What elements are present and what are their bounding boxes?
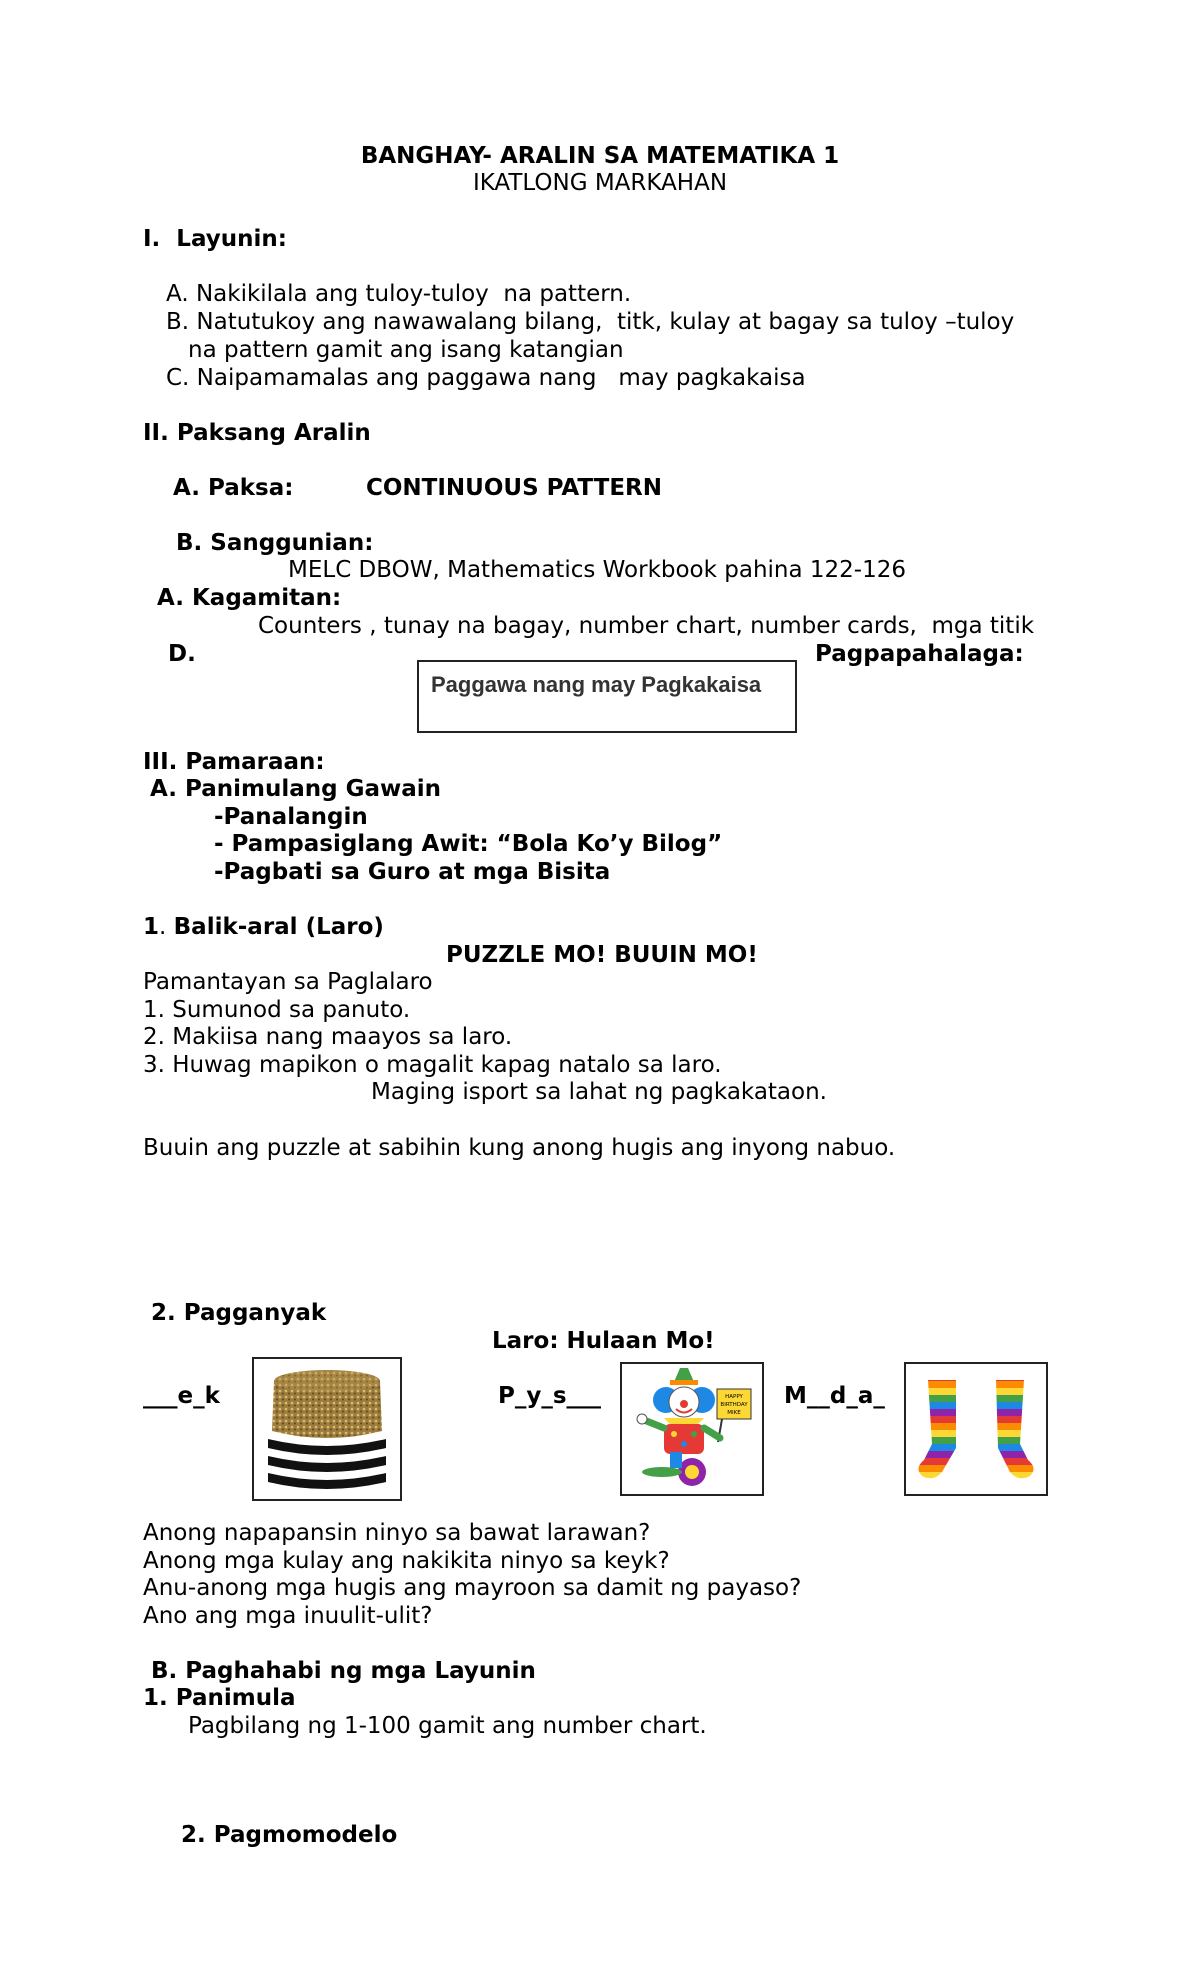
sock-stripe xyxy=(906,1395,1046,1402)
sock-stripe xyxy=(906,1486,1046,1493)
layunin-heading: I. Layunin: xyxy=(143,226,287,252)
panalangin-item: -Panalangin xyxy=(214,804,368,830)
sock-stripe xyxy=(906,1430,1046,1437)
document-subtitle: IKATLONG MARKAHAN xyxy=(472,170,728,196)
cake-icon xyxy=(254,1359,400,1499)
cake-picture xyxy=(252,1357,402,1501)
document-title: BANGHAY- ARALIN SA MATEMATIKA 1 xyxy=(360,143,840,169)
sanggunian-value: MELC DBOW, Mathematics Workbook pahina 122-126 xyxy=(288,557,907,583)
sock-stripe xyxy=(906,1381,1046,1388)
rule-3-cont: Maging isport sa lahat ng pagkakataon. xyxy=(371,1079,827,1105)
sock-stripe xyxy=(906,1402,1046,1409)
clue-payaso: P_y_s___ xyxy=(498,1383,602,1409)
kagamitan-value: Counters , tunay na bagay, number chart, number cards, mga titik xyxy=(258,613,1035,639)
sock-stripe xyxy=(906,1423,1046,1430)
sock-stripe xyxy=(906,1430,1046,1437)
paksa-label: A. Paksa: xyxy=(173,475,294,501)
question-2: Anong mga kulay ang nakikita ninyo sa keyk? xyxy=(143,1548,670,1574)
rule-1: 1. Sumunod sa panuto. xyxy=(143,997,411,1023)
puzzle-game-title: PUZZLE MO! BUUIN MO! xyxy=(446,942,758,968)
clown-picture xyxy=(620,1362,764,1496)
rule-3: 3. Huwag mapikon o magalit kapag natalo sa laro. xyxy=(143,1052,722,1078)
sock-stripe xyxy=(906,1416,1046,1423)
paksa-value: CONTINUOUS PATTERN xyxy=(366,475,662,501)
pagganyak-heading: 2. Pagganyak xyxy=(151,1300,327,1326)
sock-stripe xyxy=(906,1444,1046,1451)
puzzle-instruction: Buuin ang puzzle at sabihin kung anong hugis ang inyong nabuo. xyxy=(143,1135,896,1161)
sock-stripe xyxy=(906,1486,1046,1493)
panimula-text: Pagbilang ng 1-100 gamit ang number chart. xyxy=(188,1713,707,1739)
sock-stripe xyxy=(906,1416,1046,1423)
pampasiglang-awit-item: - Pampasiglang Awit: “Bola Ko’y Bilog” xyxy=(214,831,723,857)
question-4: Ano ang mga inuulit-ulit? xyxy=(143,1603,433,1629)
sock-stripe xyxy=(906,1444,1046,1451)
pagpapahalaga-box xyxy=(417,660,797,733)
pagpapahalaga-label: Pagpapahalaga: xyxy=(815,641,1024,667)
layunin-item-a: A. Nakikilala ang tuloy-tuloy na pattern. xyxy=(166,281,632,307)
sanggunian-label: B. Sanggunian: xyxy=(176,530,374,556)
sign-line-3: MIKE xyxy=(727,1410,741,1416)
sock-stripe xyxy=(906,1409,1046,1416)
sign-line-2: BIRTHDAY xyxy=(720,1402,748,1408)
hulaan-mo-title: Laro: Hulaan Mo! xyxy=(492,1328,715,1354)
sock-stripe xyxy=(906,1395,1046,1402)
layunin-item-c: C. Naipamamalas ang paggawa nang may pagkakaisa xyxy=(166,365,806,391)
sock-stripe xyxy=(906,1423,1046,1430)
paghahabi-heading: B. Paghahabi ng mga Layunin xyxy=(151,1658,536,1684)
socks-icon xyxy=(906,1364,1046,1494)
balik-aral-number: 1 xyxy=(143,914,160,940)
sock-stripe xyxy=(906,1437,1046,1444)
question-1: Anong napapansin ninyo sa bawat larawan? xyxy=(143,1520,651,1546)
paksang-aralin-heading: II. Paksang Aralin xyxy=(143,420,371,446)
rule-2: 2. Makiisa nang maayos sa laro. xyxy=(143,1024,513,1050)
pagbati-item: -Pagbati sa Guro at mga Bisita xyxy=(214,859,611,885)
clue-keyk: ___e_k xyxy=(143,1383,220,1409)
panimula-heading: 1. Panimula xyxy=(143,1685,296,1711)
kagamitan-label: A. Kagamitan: xyxy=(157,585,342,611)
pagmomodelo-heading: 2. Pagmomodelo xyxy=(181,1822,398,1848)
panimulang-gawain-heading: A. Panimulang Gawain xyxy=(150,776,442,802)
sock-stripe xyxy=(906,1402,1046,1409)
sock-stripe xyxy=(906,1479,1046,1486)
sock-stripe xyxy=(906,1409,1046,1416)
sign-line-1: HAPPY xyxy=(725,1394,743,1400)
rules-heading: Pamantayan sa Paglalaro xyxy=(143,969,433,995)
sock-stripe xyxy=(906,1381,1046,1388)
clue-medyas: M__d_a_ xyxy=(784,1383,885,1409)
d-label: D. xyxy=(168,641,196,667)
sock-stripe xyxy=(906,1374,1046,1381)
sock-stripe xyxy=(906,1388,1046,1395)
socks-picture xyxy=(904,1362,1048,1496)
balik-aral-heading xyxy=(143,914,384,941)
clown-icon xyxy=(622,1364,762,1494)
pamaraan-heading: III. Pamaraan: xyxy=(143,749,325,775)
question-3: Anu-anong mga hugis ang mayroon sa damit ng payaso? xyxy=(143,1575,802,1601)
pagpapahalaga-box-text: Paggawa nang may Pagkakaisa xyxy=(431,672,762,697)
balik-aral-title: Balik-aral (Laro) xyxy=(173,914,384,940)
sock-stripe xyxy=(906,1479,1046,1486)
sock-stripe xyxy=(906,1388,1046,1395)
layunin-item-b: B. Natutukoy ang nawawalang bilang, titk, kulay at bagay sa tuloy –tuloy xyxy=(166,309,1015,335)
balik-aral-dot: . xyxy=(159,914,174,940)
sock-stripe xyxy=(906,1374,1046,1381)
layunin-item-b-cont: na pattern gamit ang isang katangian xyxy=(188,337,624,363)
sock-stripe xyxy=(906,1437,1046,1444)
